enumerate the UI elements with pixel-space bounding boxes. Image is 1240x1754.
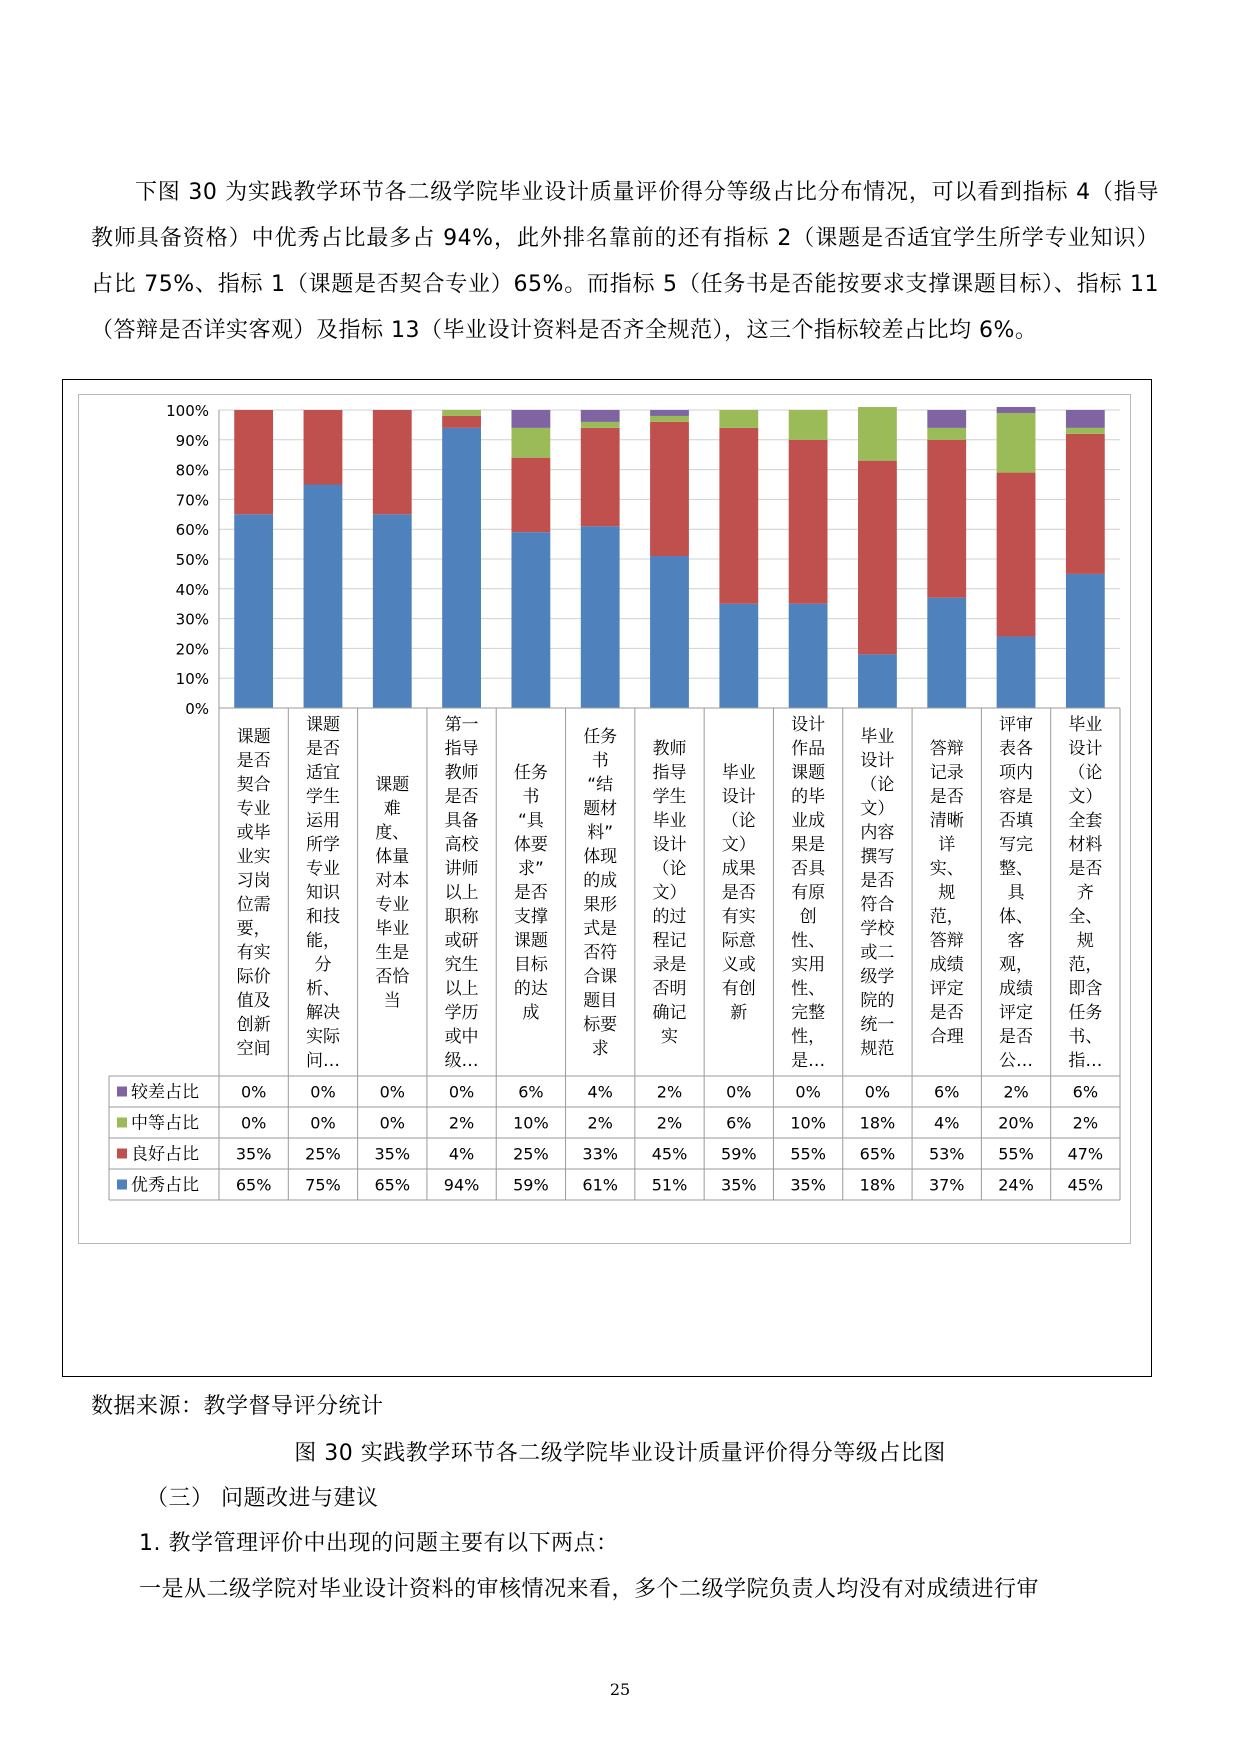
figure-caption: 图 30 实践教学环节各二级学院毕业设计质量评价得分等级占比图 <box>294 1441 946 1466</box>
bar-segment <box>581 410 620 422</box>
data-table-value: 0% <box>379 1113 405 1133</box>
y-tick-label: 10% <box>175 670 209 689</box>
data-table-value: 2% <box>656 1113 683 1133</box>
bar-segment <box>719 410 758 428</box>
data-table-value: 0% <box>240 1082 267 1102</box>
category-label: 毕业设计（论文）成果是否有实际意义或有创新 <box>721 763 756 1023</box>
bar-segment <box>789 410 828 440</box>
category-label: 任务书“结题材料”体现的成果形式是否符合课题目标要求 <box>583 727 618 1059</box>
data-table-value: 65% <box>859 1144 896 1164</box>
legend-swatch <box>117 1087 127 1097</box>
y-tick-label: 50% <box>175 551 209 569</box>
bar-segment <box>442 428 481 708</box>
bar-segment <box>234 514 273 708</box>
data-table-value: 6% <box>726 1113 752 1133</box>
data-table-value: 65% <box>235 1175 272 1195</box>
bar-segment <box>997 473 1036 637</box>
data-table-value: 94% <box>443 1175 480 1195</box>
bar-segment <box>234 410 273 514</box>
y-tick-label: 40% <box>175 580 209 599</box>
bar-segment <box>373 410 412 514</box>
bar-segment <box>650 422 689 556</box>
bar-segment <box>789 604 828 708</box>
data-table-value: 0% <box>310 1113 336 1133</box>
data-table-value: 6% <box>1072 1082 1099 1102</box>
bar-segment <box>304 410 343 485</box>
chart-container <box>78 394 1131 1244</box>
bar-segment <box>858 407 897 461</box>
bar-segment <box>511 458 550 533</box>
data-table-value: 0% <box>726 1082 752 1102</box>
category-label: 评审表各项内容是否填写完整、具体、客观，成绩评定是否公… <box>999 715 1034 1071</box>
bar-segment <box>373 514 412 708</box>
bar-segment <box>927 598 966 708</box>
data-table-value: 10% <box>513 1113 549 1133</box>
category-label: 第一指导教师是否具备高校讲师以上职称或研究生以上学历或中级… <box>444 715 479 1071</box>
data-table-value: 10% <box>790 1113 826 1133</box>
data-table-value: 61% <box>582 1175 618 1195</box>
list-item-1: 1. 教学管理评价中出现的问题主要有以下两点： <box>139 1531 619 1556</box>
category-label: 课题难度、体量对本专业毕业生是否恰当 <box>375 775 410 1011</box>
bar-segment <box>304 485 343 709</box>
data-table-value: 2% <box>448 1113 475 1133</box>
bar-segment <box>581 422 620 428</box>
category-label: 设计作品课题的毕业成果是否具有原创性、实用性、完整性，是… <box>791 715 826 1071</box>
data-table-value: 59% <box>721 1144 757 1164</box>
paragraph-2: 一是从二级学院对毕业设计资料的审核情况来看，多个二级学院负责人均没有对成绩进行审 <box>139 1577 1040 1602</box>
bar-segment <box>511 532 550 708</box>
data-table-value: 0% <box>310 1082 336 1102</box>
data-table-value: 45% <box>1067 1175 1104 1195</box>
data-table-value: 0% <box>448 1082 475 1102</box>
data-table-value: 6% <box>934 1082 960 1102</box>
data-table-value: 4% <box>934 1113 960 1133</box>
bar-segment <box>581 428 620 526</box>
bar-segment <box>719 604 758 708</box>
bar-segment <box>650 410 689 416</box>
y-tick-label: 100% <box>166 402 209 420</box>
data-table-value: 33% <box>582 1144 618 1164</box>
category-label: 课题是否适宜学生运用所学专业知识和技能，分析、解决实际问… <box>305 715 340 1071</box>
bar-segment <box>1066 574 1105 708</box>
bar-segment <box>511 410 550 428</box>
data-table-value: 55% <box>790 1144 826 1164</box>
data-table-value: 0% <box>795 1082 821 1102</box>
bar-segment <box>927 428 966 440</box>
data-table-value: 51% <box>651 1175 688 1195</box>
bar-segment <box>442 410 481 416</box>
y-tick-label: 20% <box>175 640 209 659</box>
section-heading: （三） 问题改进与建议 <box>146 1486 379 1511</box>
data-table-value: 0% <box>864 1082 891 1102</box>
data-table-value: 47% <box>1067 1144 1104 1164</box>
bar-segment <box>1066 428 1105 434</box>
legend-label: 较差占比 <box>131 1082 199 1103</box>
y-tick-label: 90% <box>175 431 209 450</box>
data-table-value: 53% <box>928 1144 965 1164</box>
bar-segment <box>858 654 897 708</box>
bar-segment <box>650 556 689 708</box>
category-label: 答辩记录是否清晰详实、规范，答辩成绩评定是否合理 <box>929 739 964 1047</box>
data-table-value: 4% <box>587 1082 613 1102</box>
data-table-value: 35% <box>235 1144 272 1164</box>
category-label: 毕业设计（论文）内容撰写是否符合学校或二级学院的统一规范 <box>860 727 895 1059</box>
bar-segment <box>997 407 1036 413</box>
data-table-value: 25% <box>513 1144 549 1164</box>
intro-paragraph: 下图 30 为实践教学环节各二级学院毕业设计质量评价得分等级占比分布情况，可以看到指标 4（指导教师具备资格）中优秀占比最多占 94%，此外排名靠前的还有指标 2（课题是否适宜学生所学专业知识）占比 75%、指标 1（课题是否契合专业）65%。而指标 5（任务书是否能按要求支撑课题目标）、指标 11（答辩是否详实客观）及指标 13（毕业设计资料是否齐全规范），这三个指标较差占比均 6%。 <box>91 180 1159 343</box>
bar-segment <box>927 440 966 598</box>
legend-label: 良好占比 <box>131 1144 199 1165</box>
bar-segment <box>1066 434 1105 574</box>
data-table-value: 65% <box>374 1175 411 1195</box>
y-tick-label: 30% <box>175 610 209 629</box>
data-table-value: 25% <box>305 1144 341 1164</box>
bar-segment <box>650 416 689 422</box>
bar-segment <box>511 428 550 458</box>
category-label: 毕业设计（论文）全套材料是否齐全、规范，即含任务书、指… <box>1068 715 1103 1071</box>
data-table-value: 45% <box>651 1144 688 1164</box>
legend-swatch <box>117 1180 127 1190</box>
data-table-value: 4% <box>448 1144 475 1164</box>
y-tick-label: 60% <box>175 521 209 540</box>
data-table-value: 55% <box>998 1144 1034 1164</box>
category-label: 任务书“具体要求”是否支撑课题目标的达成 <box>513 763 548 1023</box>
data-table-value: 0% <box>379 1082 405 1102</box>
y-tick-label: 0% <box>185 700 209 718</box>
bar-segment <box>1066 410 1105 428</box>
data-table-value: 6% <box>518 1082 544 1102</box>
bar-segment <box>581 526 620 708</box>
bar-segment <box>719 428 758 604</box>
legend-label: 中等占比 <box>131 1113 199 1134</box>
bar-segment <box>858 461 897 655</box>
data-table-value: 35% <box>374 1144 411 1164</box>
data-table-value: 2% <box>1003 1082 1029 1102</box>
data-table-value: 18% <box>859 1175 896 1195</box>
legend-swatch <box>117 1149 127 1159</box>
data-table-value: 2% <box>587 1113 613 1133</box>
data-table-value: 2% <box>1072 1113 1099 1133</box>
data-table-value: 24% <box>998 1175 1034 1195</box>
stacked-bar-chart <box>79 395 1130 1243</box>
data-table-value: 75% <box>305 1175 341 1195</box>
bar-segment <box>997 413 1036 473</box>
data-table-value: 59% <box>513 1175 549 1195</box>
bar-segment <box>789 440 828 604</box>
legend-swatch <box>117 1118 127 1128</box>
category-label: 课题是否契合专业或毕业实习岗位需要，有实际价值及创新空间 <box>236 727 271 1059</box>
page-number: 25 <box>609 1680 631 1699</box>
data-table-value: 20% <box>998 1113 1034 1133</box>
legend-label: 优秀占比 <box>131 1175 199 1196</box>
y-tick-label: 70% <box>175 491 209 510</box>
bar-segment <box>927 410 966 428</box>
bar-segment <box>442 416 481 428</box>
y-tick-label: 80% <box>175 461 209 480</box>
data-table-value: 0% <box>240 1113 267 1133</box>
data-table-value: 35% <box>790 1175 826 1195</box>
category-label: 教师指导学生毕业设计（论文）的过程记录是否明确记实 <box>652 739 687 1047</box>
data-table-value: 37% <box>928 1175 965 1195</box>
data-source: 数据来源：教学督导评分统计 <box>91 1394 384 1419</box>
bar-segment <box>997 636 1036 708</box>
data-table-value: 35% <box>721 1175 757 1195</box>
data-table-value: 18% <box>859 1113 896 1133</box>
data-table-value: 2% <box>656 1082 683 1102</box>
